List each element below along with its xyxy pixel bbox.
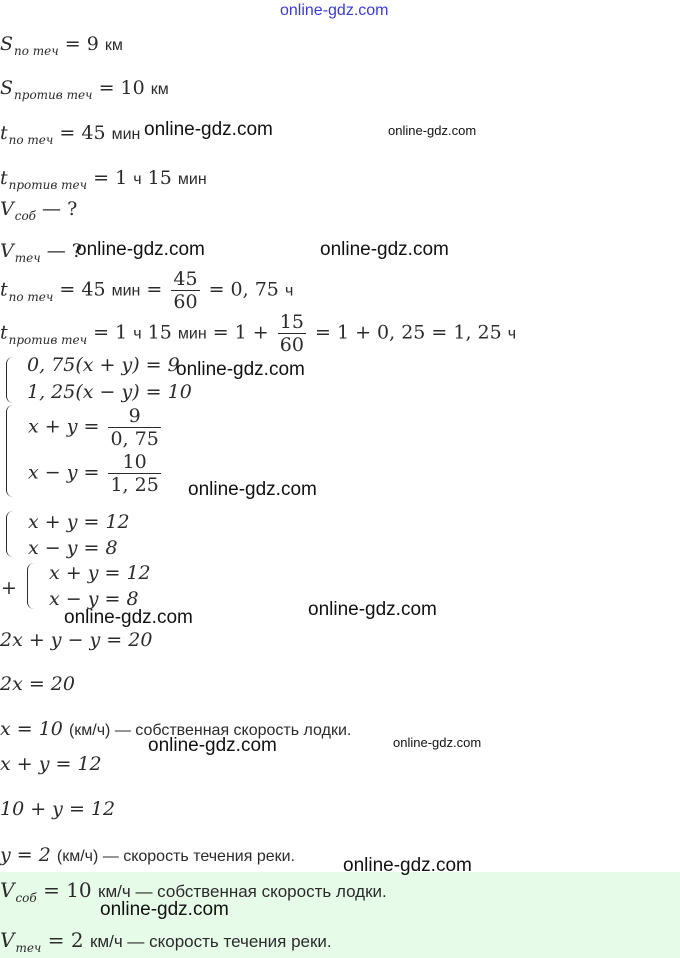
- line-t-downstream-calc: $t_{по теч} = 45$ мин = $\frac{45}{60}$ = 0, 75 ч: [0, 268, 294, 313]
- system-1-row-1: 0, 75(x + y) = 9: [27, 354, 180, 376]
- watermark: online-gdz.com: [76, 239, 205, 260]
- line-s-downstream: $S_{по теч} = 9$ км: [0, 33, 123, 58]
- watermark: online-gdz.com: [100, 899, 229, 920]
- answer-line-2: $V_{теч} = 2$ км/ч — скорость течения реки.: [0, 928, 332, 955]
- equation-6: y = 2 (км/ч) — скорость течения реки.: [0, 844, 295, 866]
- system-2-row-2: x − y = $\frac{10}{1, 25}$: [28, 451, 159, 496]
- system-2-row-1: x + y = $\frac{9}{0, 75}$: [28, 405, 159, 450]
- system-brace-4: [27, 563, 34, 609]
- system-3-row-2: x − y = 8: [28, 537, 118, 559]
- line-s-upstream: $S_{против теч} = 10$ км: [0, 77, 169, 102]
- equation-2: 2x = 20: [0, 673, 75, 695]
- watermark: online-gdz.com: [144, 119, 273, 140]
- watermark: online-gdz.com: [64, 607, 193, 628]
- watermark: online-gdz.com: [148, 735, 277, 756]
- watermark: online-gdz.com: [176, 359, 305, 380]
- watermark: online-gdz.com: [393, 735, 482, 750]
- line-t-upstream-calc: $t_{против теч} = 1$ ч 15 мин = 1 + $\frac{15}{60}$ = 1 + 0, 25 = 1, 25 ч: [0, 311, 517, 356]
- line-v-own: $V_{соб}$ — ?: [0, 198, 78, 223]
- equation-1: 2x + y − y = 20: [0, 629, 153, 651]
- watermark: online-gdz.com: [188, 479, 317, 500]
- equation-5: 10 + y = 12: [0, 798, 116, 820]
- system-1-row-2: 1, 25(x − y) = 10: [27, 381, 192, 403]
- watermark-top: online-gdz.com: [280, 2, 389, 19]
- equation-4: x + y = 12: [0, 753, 102, 775]
- line-t-upstream: $t_{против теч} = 1$ ч 15 мин: [0, 167, 207, 192]
- system-3-row-1: x + y = 12: [28, 511, 130, 533]
- system-4-row-1: x + y = 12: [49, 562, 151, 584]
- watermark: online-gdz.com: [343, 855, 472, 876]
- answer-line-1: $V_{соб} = 10$ км/ч — собственная скорость лодки.: [0, 878, 387, 905]
- system-4-row-2: x − y = 8: [49, 588, 139, 610]
- plus-sign: +: [1, 577, 17, 599]
- watermark: online-gdz.com: [388, 123, 477, 138]
- system-brace-1: [6, 357, 13, 403]
- system-brace-3: [6, 511, 13, 557]
- line-v-current: $V_{теч}$ — ?: [0, 240, 82, 265]
- equation-3: x = 10 (км/ч) — собственная скорость лодки.: [0, 718, 352, 740]
- line-t-downstream: $t_{по теч} = 45$ мин: [0, 122, 141, 147]
- watermark: online-gdz.com: [308, 599, 437, 620]
- watermark: online-gdz.com: [320, 239, 449, 260]
- fraction-45-60: $\frac{45}{60}$: [173, 268, 198, 313]
- fraction-15-60: $\frac{15}{60}$: [279, 311, 304, 356]
- system-brace-2: [6, 405, 13, 497]
